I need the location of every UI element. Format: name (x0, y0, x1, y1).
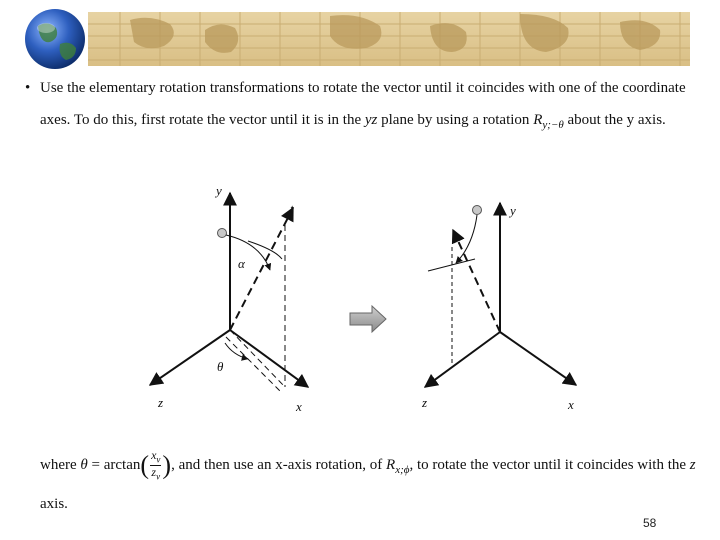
right-z-axis (425, 332, 500, 387)
globe-icon (25, 9, 85, 69)
x-rotation-subscript: x;ϕ (395, 464, 410, 476)
x-rotation-text: , and then use an x-axis rotation, of (171, 457, 387, 473)
left-t-label: t⃗ (290, 201, 304, 216)
left-paren: ( (140, 450, 150, 480)
right-y-label: y⃗ (510, 203, 526, 218)
left-alpha-arc-2 (248, 241, 282, 259)
right-rotation-arc (456, 215, 477, 263)
transition-arrow (350, 306, 386, 332)
arctan-text: = arctan (87, 457, 141, 473)
right-diagram (421, 203, 584, 412)
right-z-label: z⃗ (422, 395, 438, 410)
axis-text: axis. (40, 496, 68, 512)
left-y-label: y⃗ (216, 183, 232, 198)
paragraph-text-before: Use the elementary rotation transformations to rotate the vector until it coincides with one of the coordinate axes. To do this, first rotate the vector until it is in the (40, 80, 686, 128)
paragraph-text-after: about the y axis. (563, 112, 666, 128)
left-projection-line-1 (230, 330, 285, 387)
right-x-axis (500, 332, 576, 385)
left-diagram (150, 183, 312, 414)
map-banner (0, 0, 720, 72)
fraction-denominator: $z_v$ (151, 465, 161, 482)
right-paren: ) (162, 450, 172, 480)
right-rotation-handle (473, 206, 482, 215)
left-z-label: z⃗ (158, 395, 174, 410)
paragraph-text-middle: plane by using a rotation (377, 112, 534, 128)
bullet-marker: • (25, 80, 31, 96)
fraction (150, 449, 161, 483)
left-z-axis (150, 330, 230, 385)
rotation-diagram (130, 175, 600, 420)
where-text: where (40, 457, 81, 473)
x-rotation-symbol: R (386, 457, 396, 473)
formula-paragraph (40, 448, 700, 521)
slide-number: 58 (643, 516, 657, 530)
left-x-axis (230, 330, 308, 387)
right-rotated-vector (453, 230, 500, 332)
left-projection-line-2 (226, 337, 280, 391)
z-axis-symbol: z (689, 457, 696, 473)
fraction-numerator: $x_v$ (151, 447, 161, 465)
left-alpha-arc (226, 235, 270, 270)
left-rotation-handle (218, 229, 227, 238)
alpha-label: α (238, 256, 245, 271)
theta-label: θ (217, 359, 224, 374)
instruction-paragraph (40, 72, 700, 141)
theta-symbol: θ (80, 457, 88, 473)
plane-symbol: yz (364, 112, 378, 128)
coincides-text: , to rotate the vector until it coincides with the (409, 457, 690, 473)
rotation-symbol: R (533, 112, 543, 128)
left-x-label: x⃗ (296, 399, 312, 414)
rotation-subscript: y;−θ (542, 119, 564, 131)
right-x-label: x⃗ (568, 397, 584, 412)
